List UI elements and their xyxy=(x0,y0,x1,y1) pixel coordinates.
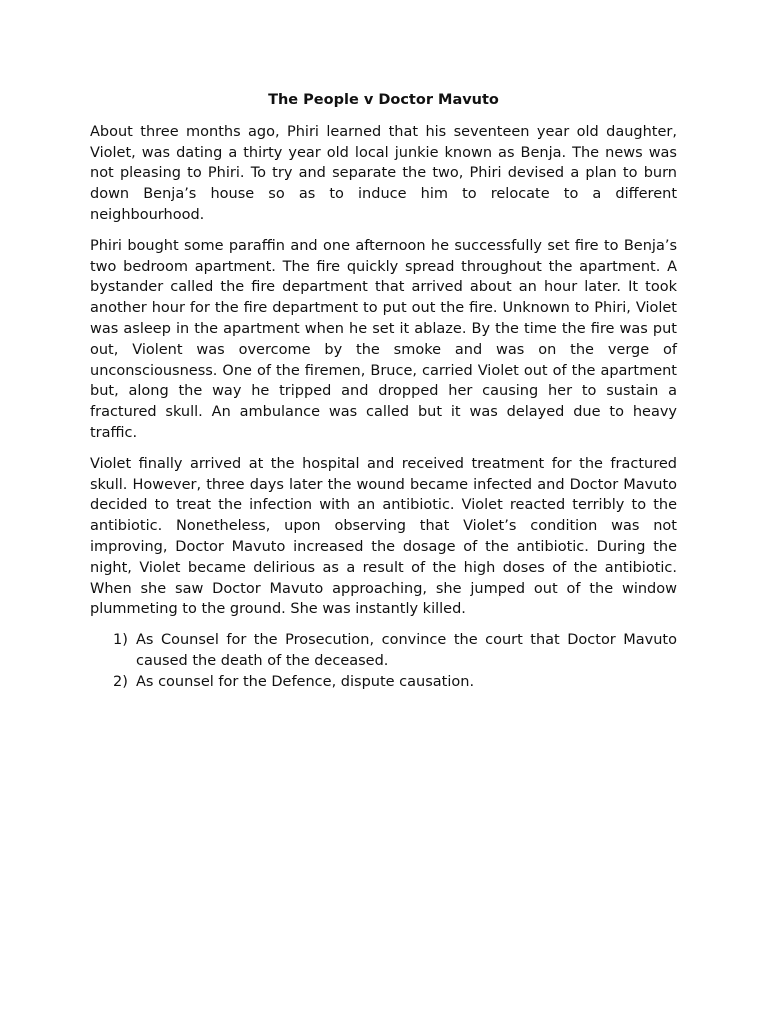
question-text: As counsel for the Defence, dispute causation. xyxy=(136,673,475,690)
document-page xyxy=(90,90,677,693)
paragraph-1: About three months ago, Phiri learned that his seventeen year old daughter, Violet, was dating a thirty year old local junkie known as Benja. The news was not pleasing to Phiri. To try and separate the two, Phiri devised a plan to burn down Benja’s house so as to induce him to relocate to a different neighbourhood. xyxy=(90,123,677,223)
question-item-1 xyxy=(90,630,677,672)
document-title: The People v Doctor Mavuto xyxy=(268,92,499,108)
question-list xyxy=(90,630,677,692)
question-text: As Counsel for the Prosecution, convince the court that Doctor Mavuto caused the death of the deceased. xyxy=(136,632,677,669)
question-item-2 xyxy=(90,672,677,693)
paragraph-3: Violet finally arrived at the hospital and received treatment for the fractured skull. However, three days later the wound became infected and Doctor Mavuto decided to treat the infection with an antibiotic. Violet reacted terribly to the antibiotic. Nonetheless, upon observing that Violet’s condition was not improving, Doctor Mavuto increased the dosage of the antibiotic. During the night, Violet became delirious as a result of the high doses of the antibiotic. When she saw Doctor Mavuto approaching, she jumped out of the window plummeting to the ground. She was instantly killed. xyxy=(90,455,677,618)
paragraph-2: Phiri bought some paraffin and one afternoon he successfully set fire to Benja’s two bedroom apartment. The fire quickly spread throughout the apartment. A bystander called the fire department that arrived about an hour later. It took another hour for the fire department to put out the fire. Unknown to Phiri, Violet was asleep in the apartment when he set it ablaze. By the time the fire was put out, Violent was overcome by the smoke and was on the verge of unconsciousness. One of the firemen, Bruce, carried Violet out of the apartment but, along the way he tripped and dropped her causing her to sustain a fractured skull. An ambulance was called but it was delayed due to heavy traffic. xyxy=(90,237,677,441)
question-number: 2) xyxy=(113,673,128,690)
question-number: 1) xyxy=(113,632,128,649)
